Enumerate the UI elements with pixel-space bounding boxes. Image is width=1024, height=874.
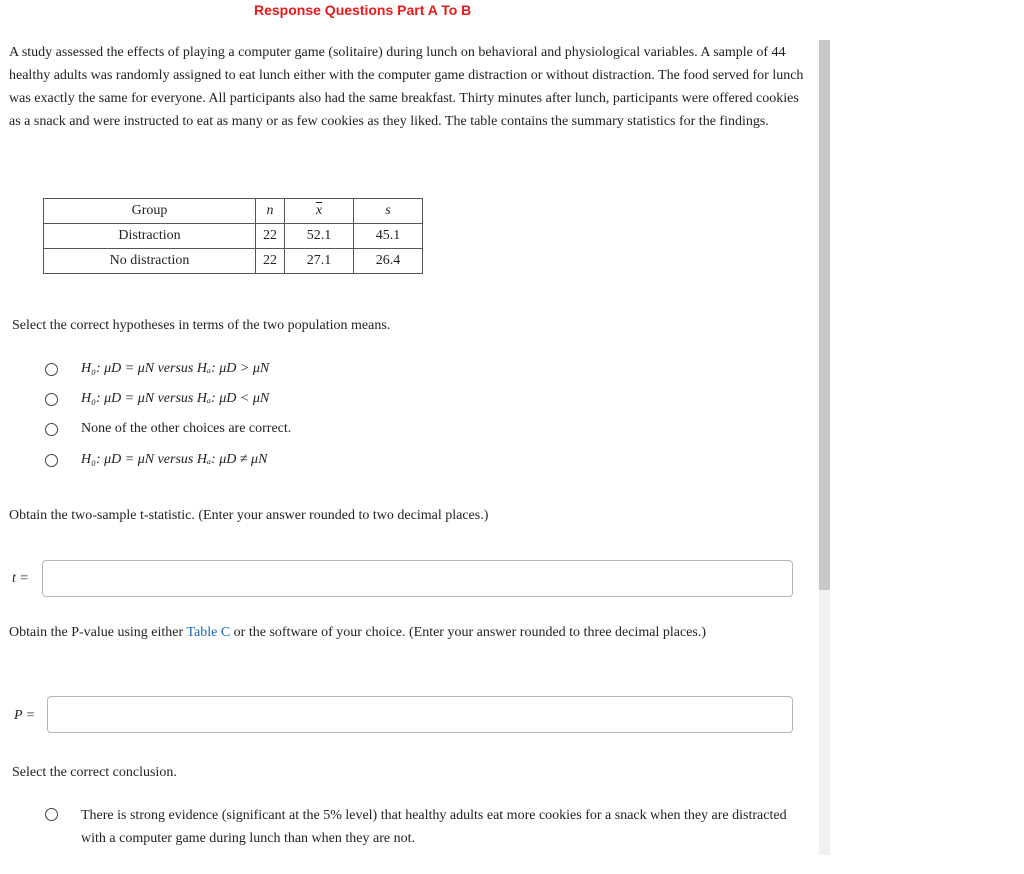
conclusion-option-1[interactable] [45, 804, 791, 850]
table-header-cell: n [256, 199, 285, 224]
hypothesis-option-4[interactable] [45, 450, 267, 470]
hypothesis-option-3[interactable] [45, 419, 291, 439]
pvalue-prompt-end: or the software of your choice. (Enter your answer rounded to three decimal places.) [230, 625, 706, 640]
pvalue-label: P = [14, 708, 36, 723]
table-cell: Distraction [44, 224, 256, 249]
radio-button[interactable] [45, 454, 58, 467]
option-label: There is strong evidence (significant at the 5% level) that healthy adults eat more cookies for a snack when they are distracted with a computer game during lunch than when they are not. [81, 808, 787, 846]
conclusion-prompt: Select the correct conclusion. [12, 765, 177, 780]
radio-button[interactable] [45, 808, 58, 821]
tstat-input[interactable] [42, 560, 793, 597]
scrollbar-thumb[interactable] [819, 40, 830, 590]
scrollbar[interactable] [819, 40, 830, 855]
hypothesis-option-2[interactable] [45, 389, 269, 409]
page-title: Response Questions Part A To B [254, 2, 472, 18]
intro-paragraph: A study assessed the effects of playing a computer game (solitaire) during lunch on behavioral and physiological variables. A sample of 44 healthy adults was randomly assigned to eat lunch either with the computer game distraction or without distraction. The food served for lunch was exactly the same for everyone. All participants also had the same breakfast. Thirty minutes after lunch, participants were offered cookies as a snack and were instructed to eat as many or as few cookies as they liked. The table contains the summary statistics for the findings. [9, 45, 804, 129]
table-row [44, 249, 423, 274]
pvalue-input[interactable] [47, 696, 793, 733]
option-label: H₀: μD = μN versus Hₐ: μD > μN [81, 361, 270, 376]
option-label: H₀: μD = μN versus Hₐ: μD ≠ μN [81, 452, 268, 467]
table-cell: No distraction [44, 249, 256, 274]
hypotheses-prompt: Select the correct hypotheses in terms of the two population means. [12, 318, 391, 333]
table-cell: 52.1 [285, 224, 354, 249]
table-row [44, 224, 423, 249]
tstat-label: t = [12, 571, 29, 586]
table-cell: 22 [256, 249, 285, 274]
radio-button[interactable] [45, 363, 58, 376]
table-header-cell: $\overline{x}$ [285, 199, 354, 224]
pvalue-prompt-start: Obtain the P-value using either [9, 625, 187, 640]
table-header-cell: Group [44, 199, 256, 224]
table-cell: 45.1 [354, 224, 423, 249]
radio-button[interactable] [45, 423, 58, 436]
tstat-prompt: Obtain the two-sample t-statistic. (Enter your answer rounded to two decimal places.) [9, 508, 489, 523]
table-header-cell: s [354, 199, 423, 224]
table-cell: 27.1 [285, 249, 354, 274]
pvalue-prompt [9, 621, 789, 644]
radio-button[interactable] [45, 393, 58, 406]
option-label: H₀: μD = μN versus Hₐ: μD < μN [81, 391, 270, 406]
table-cell: 22 [256, 224, 285, 249]
summary-table [43, 198, 423, 274]
table-c-link[interactable]: Table C [186, 625, 231, 640]
option-label: None of the other choices are correct. [81, 421, 292, 436]
hypothesis-option-1[interactable] [45, 359, 269, 379]
table-cell: 26.4 [354, 249, 423, 274]
table-header-row [44, 199, 423, 224]
